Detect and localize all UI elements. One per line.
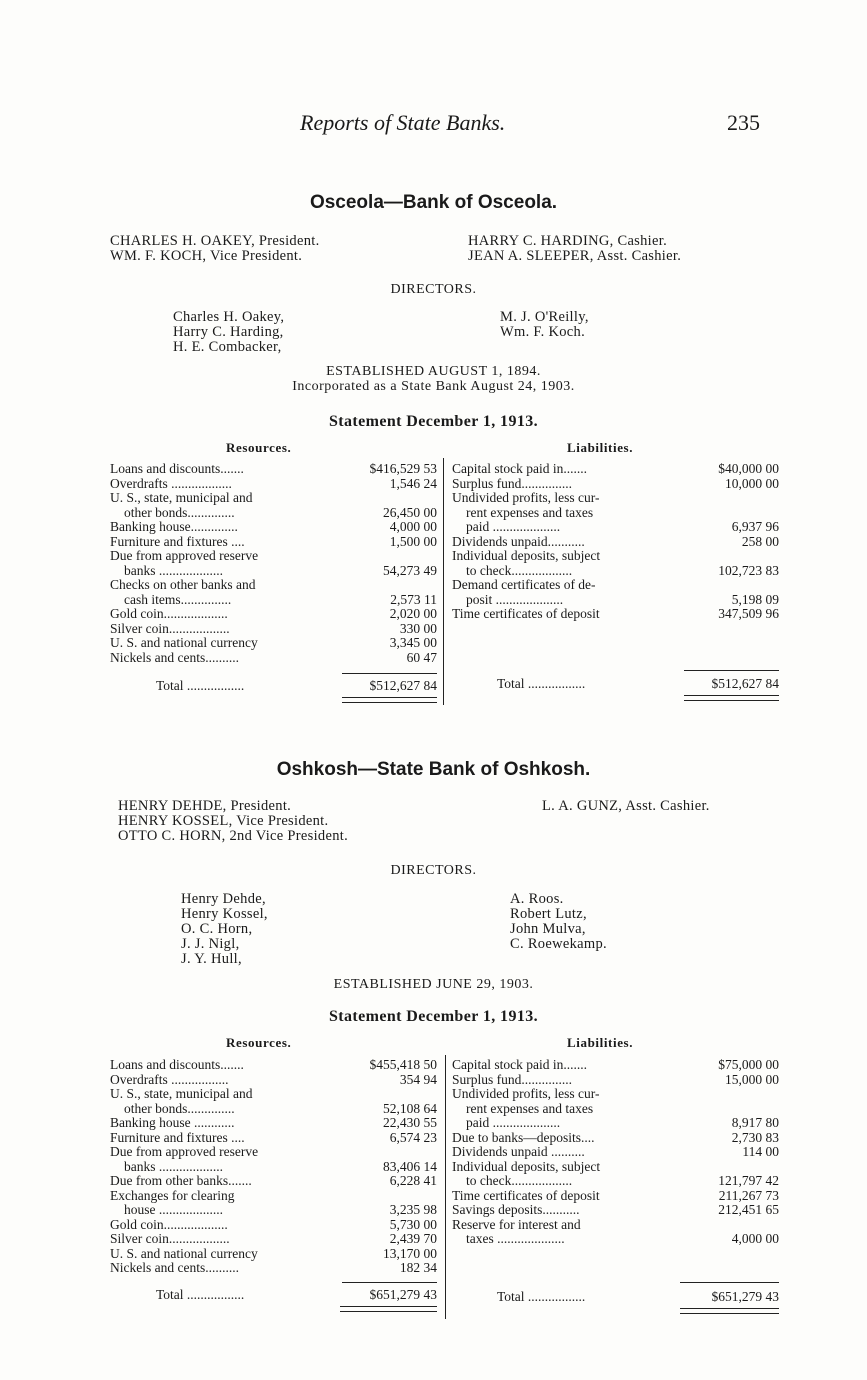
ledger-row (110, 1102, 437, 1117)
ledger-amount: 5,198 09 (731, 591, 779, 607)
ledger-label: Demand certificates of de- (452, 577, 596, 592)
director-line: Charles H. Oakey, (173, 309, 285, 325)
ledger-amount: 52,108 64 (383, 1100, 437, 1116)
ledger-amount: 2,573 11 (390, 591, 437, 607)
ledger-label: rent expenses and taxes (466, 1100, 594, 1116)
ledger-row (452, 1058, 779, 1073)
officer-line: HENRY DEHDE, President. (118, 798, 292, 814)
ledger-row (452, 477, 779, 492)
ledger-row (110, 1116, 437, 1131)
total-label-resources-osceola: Total ................. (156, 678, 245, 693)
ledger-amount: 330 00 (399, 620, 437, 636)
ledger-label: Dividends unpaid........... (452, 533, 585, 549)
director-line: H. E. Combacker, (173, 339, 282, 355)
ledger-label: house ................... (124, 1202, 223, 1217)
ledger-label: Undivided profits, less cur- (452, 1086, 600, 1101)
ledger-amount: 6,937 96 (731, 519, 779, 534)
ledger-label: Loans and discounts....... (110, 461, 244, 476)
ledger-label: other bonds.............. (124, 504, 235, 520)
ledger-label: Gold coin................... (110, 606, 228, 621)
double-rule (684, 695, 779, 701)
ledger-row (452, 1087, 779, 1102)
officer-line: L. A. GUNZ, Asst. Cashier. (542, 798, 710, 814)
sum-rule (342, 1282, 437, 1283)
director-line: Henry Kossel, (181, 906, 268, 922)
ledger-label: to check.................. (466, 1173, 573, 1188)
director-line: Harry C. Harding, (173, 324, 284, 340)
column-divider (445, 1055, 446, 1319)
ledger-row (110, 593, 437, 608)
ledger-row (110, 1058, 437, 1073)
officers-left-oshkosh (118, 799, 348, 844)
officer-line: CHARLES H. OAKEY, President. (110, 233, 320, 249)
ledger-row (110, 549, 437, 564)
ledger-amount: 211,267 73 (718, 1187, 779, 1203)
ledger-row (110, 1218, 437, 1233)
ledger-label: Silver coin.................. (110, 620, 230, 636)
ledger-label: Due to banks—deposits.... (452, 1129, 595, 1145)
ledger-row (452, 491, 779, 506)
resources-list-osceola (110, 462, 437, 665)
ledger-label: Due from approved reserve (110, 1144, 259, 1159)
director-line: C. Roewekamp. (510, 936, 607, 952)
ledger-amount: 15,000 00 (725, 1071, 779, 1087)
total-resources-osceola: $512,627 84 (369, 678, 437, 693)
header-title: Reports of State Banks. (300, 110, 506, 135)
ledger-row (452, 535, 779, 550)
ledger-row (110, 651, 437, 666)
ledger-label: Time certificates of deposit (452, 1187, 600, 1203)
incorporated-osceola: Incorporated as a State Bank August 24, 1903. (292, 379, 575, 394)
established-osceola: ESTABLISHED AUGUST 1, 1894. (326, 364, 541, 379)
ledger-label: Checks on other banks and (110, 577, 256, 592)
ledger-row (110, 1073, 437, 1088)
double-rule (342, 697, 437, 703)
ledger-label: Banking house.............. (110, 519, 238, 534)
ledger-label: cash items............... (124, 591, 232, 607)
resources-heading-oshkosh: Resources. (226, 1035, 292, 1050)
established-oshkosh: ESTABLISHED JUNE 29, 1903. (333, 977, 534, 992)
ledger-amount: 10,000 00 (725, 475, 779, 491)
ledger-row (110, 535, 437, 550)
ledger-row (452, 593, 779, 608)
ledger-amount: 54,273 49 (383, 562, 437, 578)
officer-line: HENRY KOSSEL, Vice President. (118, 813, 329, 829)
officer-line: HARRY C. HARDING, Cashier. (468, 233, 667, 249)
ledger-row (110, 622, 437, 637)
ledger-row (452, 1145, 779, 1160)
ledger-row (452, 1174, 779, 1189)
ledger-label: Time certificates of deposit (452, 606, 600, 621)
ledger-amount: 4,000 00 (731, 1231, 779, 1246)
ledger-row (110, 520, 437, 535)
ledger-label: Undivided profits, less cur- (452, 490, 600, 505)
ledger-row (110, 1160, 437, 1175)
ledger-label: banks ................... (124, 1158, 223, 1174)
ledger-amount: $455,418 50 (369, 1057, 437, 1072)
ledger-label: Nickels and cents.......... (110, 649, 239, 665)
ledger-label: other bonds.............. (124, 1100, 235, 1116)
ledger-label: Capital stock paid in....... (452, 1057, 587, 1072)
ledger-label: Dividends unpaid .......... (452, 1144, 585, 1159)
liabilities-heading-oshkosh: Liabilities. (567, 1035, 634, 1050)
resources-heading-osceola: Resources. (226, 440, 292, 455)
ledger-amount: 26,450 00 (383, 504, 437, 520)
ledger-row (110, 491, 437, 506)
ledger-amount: 6,574 23 (389, 1129, 437, 1145)
liabilities-heading-osceola: Liabilities. (567, 440, 634, 455)
ledger-amount: 182 34 (399, 1260, 437, 1275)
ledger-row (452, 1131, 779, 1146)
ledger-label: taxes .................... (466, 1231, 565, 1246)
director-line: J. J. Nigl, (181, 936, 240, 952)
ledger-row (110, 564, 437, 579)
ledger-amount: 1,546 24 (389, 475, 437, 491)
ledger-row (110, 578, 437, 593)
double-rule (680, 1308, 779, 1314)
ledger-label: Silver coin.................. (110, 1231, 230, 1246)
sum-rule (684, 670, 779, 671)
ledger-row (110, 1261, 437, 1276)
directors-right-osceola (500, 310, 589, 340)
ledger-label: Due from approved reserve (110, 548, 259, 563)
ledger-row (452, 1232, 779, 1247)
ledger-label: U. S. and national currency (110, 1245, 258, 1261)
ledger-label: U. S., state, municipal and (110, 490, 253, 505)
ledger-amount: 354 94 (399, 1071, 437, 1087)
ledger-label: Gold coin................... (110, 1216, 228, 1232)
ledger-row (452, 1073, 779, 1088)
ledger-amount: 102,723 83 (718, 562, 779, 578)
page-number: 235 (727, 110, 760, 135)
total-label-liabilities-osceola: Total ................. (497, 676, 586, 691)
total-liabilities-oshkosh: $651,279 43 (711, 1289, 779, 1304)
ledger-label: Surplus fund............... (452, 475, 573, 491)
ledger-row (110, 1131, 437, 1146)
ledger-label: banks ................... (124, 562, 223, 578)
ledger-row (110, 636, 437, 651)
ledger-row (110, 1203, 437, 1218)
ledger-amount: 8,917 80 (731, 1115, 779, 1130)
ledger-row (110, 1087, 437, 1102)
ledger-label: Reserve for interest and (452, 1216, 581, 1232)
total-label-liabilities-oshkosh: Total ................. (497, 1289, 586, 1304)
sum-rule (680, 1282, 779, 1283)
ledger-label: Loans and discounts....... (110, 1057, 244, 1072)
ledger-amount: 83,406 14 (383, 1158, 437, 1174)
directors-left-osceola (173, 310, 284, 355)
ledger-amount: 5,730 00 (389, 1216, 437, 1232)
ledger-label: Due from other banks....... (110, 1173, 252, 1188)
ledger-amount: 3,235 98 (389, 1202, 437, 1217)
ledger-amount: 258 00 (741, 533, 779, 549)
ledger-label: paid .................... (466, 1115, 561, 1130)
officer-line: OTTO C. HORN, 2nd Vice President. (118, 828, 349, 844)
ledger-amount: 2,730 83 (731, 1129, 779, 1145)
total-resources-oshkosh: $651,279 43 (369, 1287, 437, 1302)
officer-line: JEAN A. SLEEPER, Asst. Cashier. (468, 248, 682, 264)
liabilities-list-osceola (452, 462, 779, 622)
ledger-label: U. S. and national currency (110, 635, 258, 650)
ledger-amount: 347,509 96 (718, 606, 779, 621)
director-line: Wm. F. Koch. (500, 324, 585, 340)
director-line: J. Y. Hull, (181, 951, 242, 967)
ledger-amount: 60 47 (406, 649, 437, 665)
resources-list-oshkosh (110, 1058, 437, 1276)
ledger-row (110, 1145, 437, 1160)
director-line: O. C. Horn, (181, 921, 253, 937)
ledger-row (110, 506, 437, 521)
ledger-row (452, 1160, 779, 1175)
ledger-label: Overdrafts ................. (110, 1071, 229, 1087)
ledger-amount: $40,000 00 (718, 461, 779, 476)
ledger-amount: 22,430 55 (383, 1115, 437, 1130)
ledger-label: U. S., state, municipal and (110, 1086, 253, 1101)
officers-left-osceola (110, 234, 320, 264)
ledger-label: Overdrafts .................. (110, 475, 232, 491)
ledger-amount: 6,228 41 (389, 1173, 437, 1188)
ledger-amount: 4,000 00 (389, 519, 437, 534)
ledger-row (452, 506, 779, 521)
ledger-label: posit .................... (466, 591, 564, 607)
ledger-amount: 3,345 00 (389, 635, 437, 650)
ledger-label: Nickels and cents.......... (110, 1260, 239, 1275)
ledger-label: Capital stock paid in....... (452, 461, 587, 476)
ledger-row (452, 462, 779, 477)
ledger-amount: 1,500 00 (389, 533, 437, 549)
ledger-row (452, 578, 779, 593)
total-liabilities-osceola: $512,627 84 (711, 676, 779, 691)
ledger-row (110, 1174, 437, 1189)
ledger-label: Individual deposits, subject (452, 548, 601, 563)
ledger-row (452, 1102, 779, 1117)
directors-right-oshkosh (510, 892, 607, 952)
ledger-row (110, 607, 437, 622)
director-line: A. Roos. (510, 891, 564, 907)
column-divider (443, 458, 444, 705)
ledger-amount: 2,439 70 (389, 1231, 437, 1246)
director-line: Robert Lutz, (510, 906, 587, 922)
ledger-amount: 212,451 65 (718, 1202, 779, 1217)
ledger-amount: 13,170 00 (383, 1245, 437, 1261)
ledger-row (452, 1116, 779, 1131)
bank-title-oshkosh: Oshkosh—State Bank of Oshkosh. (276, 759, 591, 780)
ledger-row (452, 1203, 779, 1218)
ledger-row (452, 1189, 779, 1204)
bank-title-osceola: Osceola—Bank of Osceola. (309, 192, 558, 213)
double-rule (340, 1306, 437, 1312)
ledger-label: to check.................. (466, 562, 573, 578)
ledger-row (452, 520, 779, 535)
ledger-label: Banking house ............ (110, 1115, 235, 1130)
ledger-label: Surplus fund............... (452, 1071, 573, 1087)
ledger-label: Individual deposits, subject (452, 1158, 601, 1174)
officer-line: WM. F. KOCH, Vice President. (110, 248, 303, 264)
ledger-row (452, 607, 779, 622)
officers-right-osceola (468, 234, 681, 264)
ledger-amount: 121,797 42 (718, 1173, 779, 1188)
ledger-amount: $75,000 00 (718, 1057, 779, 1072)
statement-title-osceola: Statement December 1, 1913. (328, 413, 539, 430)
ledger-amount: 114 00 (742, 1144, 779, 1159)
ledger-row (110, 462, 437, 477)
ledger-label: Exchanges for clearing (110, 1187, 235, 1203)
ledger-row (110, 477, 437, 492)
ledger-label: rent expenses and taxes (466, 504, 594, 520)
ledger-amount: 2,020 00 (389, 606, 437, 621)
ledger-label: Savings deposits........... (452, 1202, 580, 1217)
directors-label-oshkosh: DIRECTORS. (390, 863, 477, 878)
ledger-label: paid .................... (466, 519, 561, 534)
ledger-label: Furniture and fixtures .... (110, 533, 245, 549)
ledger-row (452, 1218, 779, 1233)
ledger-row (110, 1189, 437, 1204)
statement-title-oshkosh: Statement December 1, 1913. (328, 1008, 539, 1025)
total-label-resources-oshkosh: Total ................. (156, 1287, 245, 1302)
sum-rule (342, 673, 437, 674)
ledger-row (110, 1232, 437, 1247)
ledger-row (452, 564, 779, 579)
ledger-row (452, 549, 779, 564)
directors-label-osceola: DIRECTORS. (390, 282, 477, 297)
ledger-label: Furniture and fixtures .... (110, 1129, 245, 1145)
ledger-amount: $416,529 53 (369, 461, 437, 476)
director-line: John Mulva, (510, 921, 586, 937)
directors-left-oshkosh (181, 892, 268, 967)
liabilities-list-oshkosh (452, 1058, 779, 1247)
officers-right-oshkosh (542, 799, 710, 814)
running-header (0, 110, 867, 140)
director-line: M. J. O'Reilly, (500, 309, 589, 325)
director-line: Henry Dehde, (181, 891, 266, 907)
ledger-row (110, 1247, 437, 1262)
